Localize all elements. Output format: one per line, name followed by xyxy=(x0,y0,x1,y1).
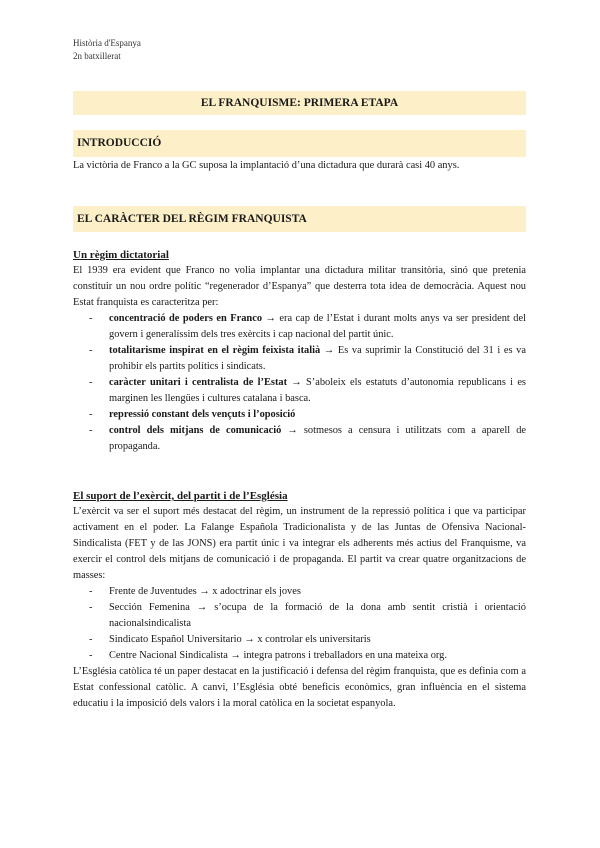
list-item xyxy=(73,311,526,343)
caracteristiques-list xyxy=(73,311,526,455)
list-item-text: → S’aboleix els estatuts d’autonomia republicans i es marginen les llengües i cultures catalana i basca. xyxy=(109,377,526,404)
organitzacions-list xyxy=(73,584,526,664)
list-item: - Sindicato Español Universitario → x controlar els universitaris xyxy=(73,632,526,648)
list-item: - Centre Nacional Sindicalista → integra patrons i treballadors en una mateixa org. xyxy=(73,648,526,664)
page-header xyxy=(73,37,141,63)
suport-paragraph: L’exèrcit va ser el suport més destacat del règim, un instrument de la repressió política i que va participar activament en el poder. La Falange Española Tradicionalista y de las Juntas de Ofensiva Nacional-Sindicalista (FET y de las JONS) era partit únic i va integrar els adherents més actius del Franquisme, va exercir el control dels mitjans de comunicació i de propaganda. El partit va crear quatre organitzacions de masses: xyxy=(73,506,526,581)
subheading-suport: El suport de l’exèrcit, del partit i de l’Església xyxy=(73,490,288,502)
regim-dictatorial-paragraph: El 1939 era evident que Franco no volia implantar una dictadura militar transitòria, sinó que pretenia constituir un nou ordre polític “regenerador d’Espanya” que desterra tota idea de democràcia. Aquest nou Estat franquista es caracteritza per: xyxy=(73,265,526,308)
intro-paragraph: La victòria de Franco a la GC suposa la implantació d’una dictadura que durarà casi 40 anys. xyxy=(73,160,460,171)
header-subject: Història d'Espanya xyxy=(73,38,141,48)
list-item-bold: control dels mitjans de comunicació xyxy=(109,425,282,436)
list-item: - Frente de Juventudes → x adoctrinar els joves xyxy=(73,584,526,600)
list-item-text: → era cap de l’Estat i durant molts anys va ser president del govern i generalíssim dels tres exèrcits i cap nacional del partit únic. xyxy=(109,313,526,340)
subheading-regim-dictatorial: Un règim dictatorial xyxy=(73,249,169,261)
list-item-bold: totalitarisme inspirat en el règim feixista italià xyxy=(109,345,321,356)
list-item-bold: concentració de poders en Franco xyxy=(109,313,263,324)
document-title: EL FRANQUISME: PRIMERA ETAPA xyxy=(73,91,526,115)
list-item xyxy=(73,343,526,375)
list-item-bold: caràcter unitari i centralista de l’Estat xyxy=(109,377,288,388)
list-item: - Sección Femenina → s’ocupa de la formació de la dona amb sentit cristià i orientació nacionalsindicalista xyxy=(73,600,526,632)
list-item-text: → Es va suprimir la Constitució del 31 i es va prohibir els partits polítics i sindicats. xyxy=(109,345,526,372)
list-item-text: → sotmesos a censura i utilitzats com a aparell de propaganda. xyxy=(109,425,526,452)
list-item-bold: repressió constant dels vençuts i l’oposició xyxy=(109,409,296,420)
header-course: 2n batxillerat xyxy=(73,51,121,61)
list-item xyxy=(73,375,526,407)
section-heading-caracter: EL CARÀCTER DEL RÈGIM FRANQUISTA xyxy=(73,206,526,232)
list-item xyxy=(73,407,526,423)
esglesia-paragraph: L’Església catòlica té un paper destacat en la justificació i defensa del règim franquista, que es definia com a Estat confessional catòlic. A canvi, l’Església obté beneficis econòmics, gran influència en el sistema educatiu i la imposició dels valors i la moral catòlica en la societat espanyola. xyxy=(73,666,526,709)
section-heading-introduccio: INTRODUCCIÓ xyxy=(73,130,526,157)
list-item xyxy=(73,423,526,455)
